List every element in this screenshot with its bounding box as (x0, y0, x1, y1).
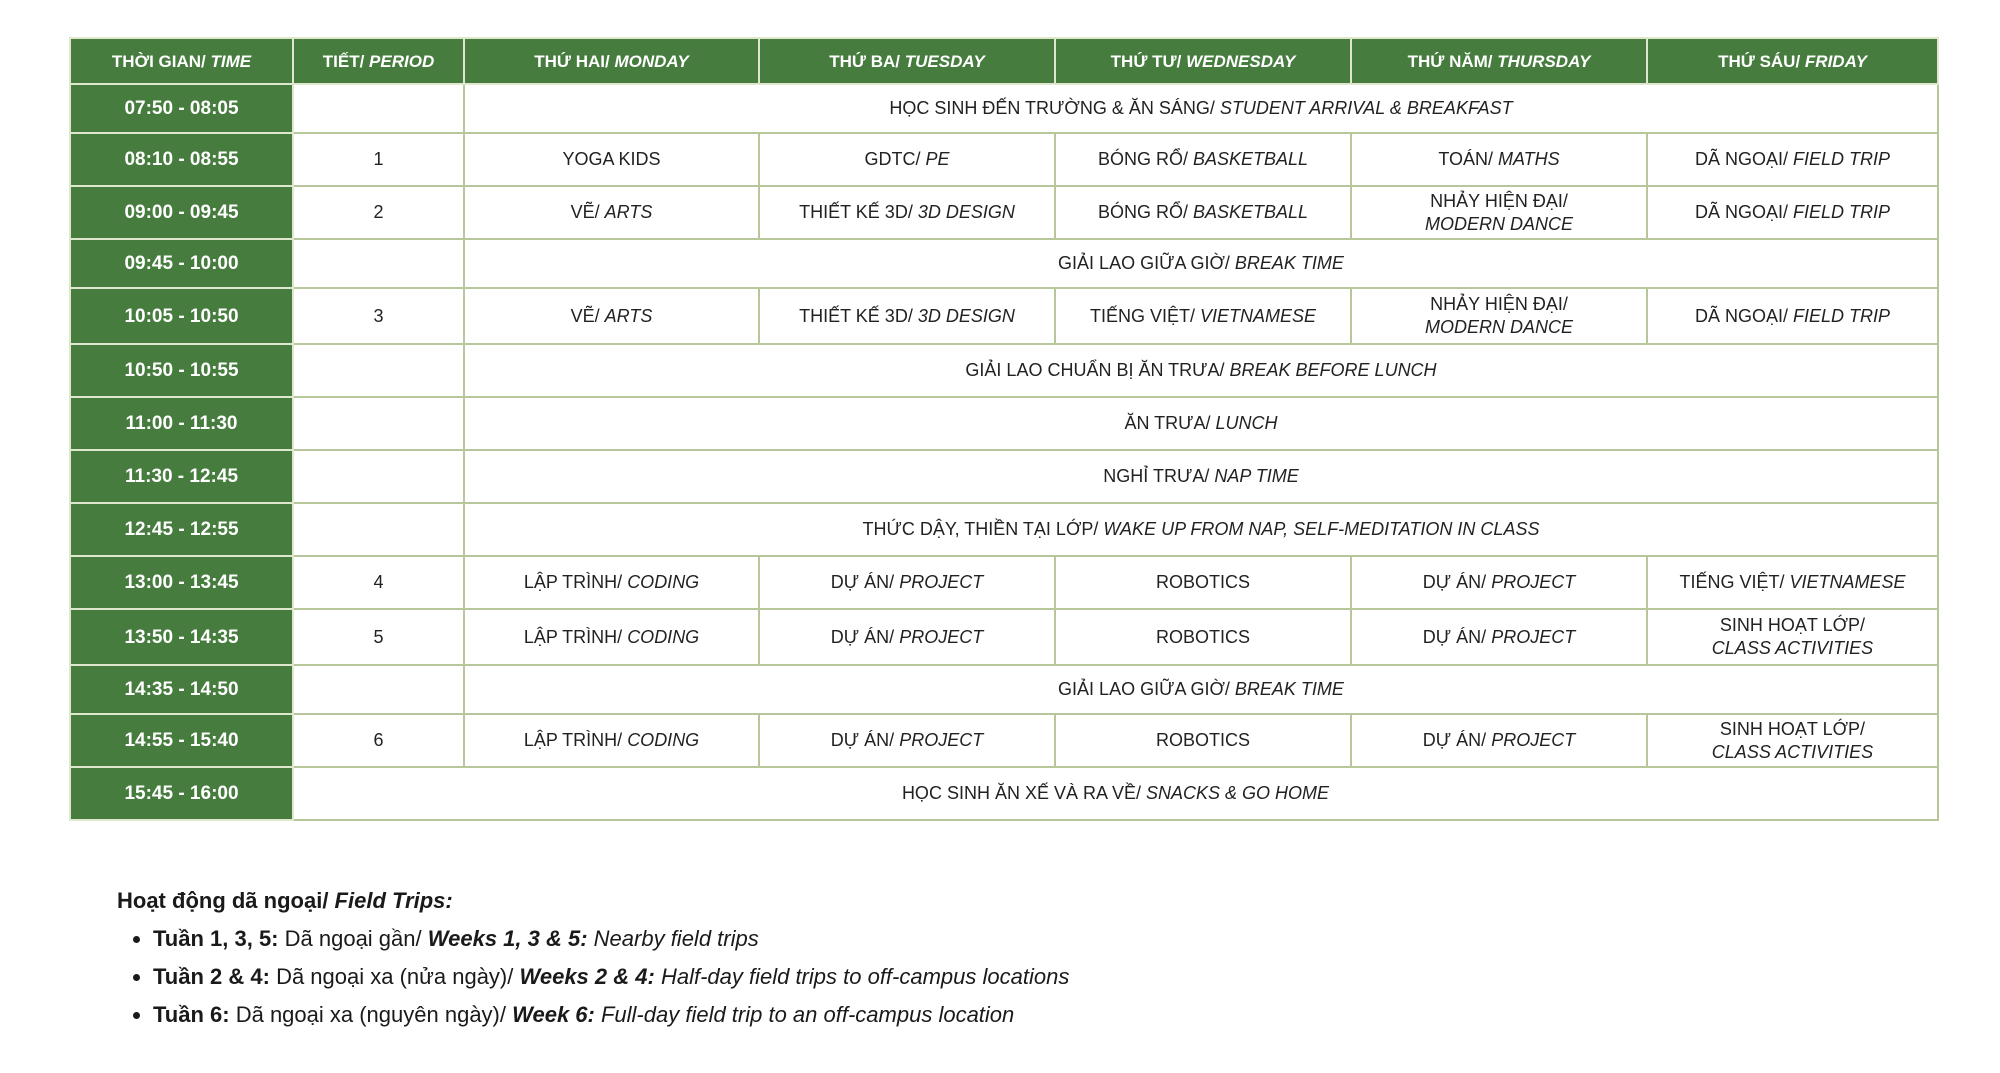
tuesday-cell: DỰ ÁN/ PROJECT (759, 609, 1055, 665)
wednesday-cell: ROBOTICS (1055, 609, 1351, 665)
thursday-cell: NHẢY HIỆN ĐẠI/ MODERN DANCE (1351, 186, 1647, 239)
friday-cell: DÃ NGOẠI/ FIELD TRIP (1647, 288, 1938, 344)
period-cell: 6 (293, 714, 464, 767)
time-cell: 10:50 - 10:55 (70, 344, 293, 397)
header-tuesday: THỨ BA/ TUESDAY (759, 38, 1055, 84)
time-cell: 08:10 - 08:55 (70, 133, 293, 186)
monday-cell: LẬP TRÌNH/ CODING (464, 609, 759, 665)
list-item: • Tuần 6: Dã ngoại xa (nguyên ngày)/ Week 6: Full-day field trip to an off-campus location (153, 996, 1069, 1034)
table-row (70, 239, 1938, 288)
header-time: THỜI GIAN/ TIME (70, 38, 293, 84)
notes-list (117, 920, 1069, 1034)
header-row (70, 38, 1938, 84)
period-cell: 5 (293, 609, 464, 665)
time-cell: 15:45 - 16:00 (70, 767, 293, 820)
monday-cell: YOGA KIDS (464, 133, 759, 186)
tuesday-cell: THIẾT KẾ 3D/ 3D DESIGN (759, 186, 1055, 239)
table-row (70, 186, 1938, 239)
wednesday-cell: BÓNG RỔ/ BASKETBALL (1055, 133, 1351, 186)
period-cell: 4 (293, 556, 464, 609)
header-thursday: THỨ NĂM/ THURSDAY (1351, 38, 1647, 84)
period-cell: 1 (293, 133, 464, 186)
thursday-cell: DỰ ÁN/ PROJECT (1351, 556, 1647, 609)
monday-cell: VẼ/ ARTS (464, 288, 759, 344)
time-cell: 14:35 - 14:50 (70, 665, 293, 714)
list-item: • Tuần 1, 3, 5: Dã ngoại gần/ Weeks 1, 3 & 5: Nearby field trips (153, 920, 1069, 958)
monday-cell: VẼ/ ARTS (464, 186, 759, 239)
time-cell: 11:30 - 12:45 (70, 450, 293, 503)
table-row (70, 288, 1938, 344)
table-row (70, 767, 1938, 820)
header-friday: THỨ SÁU/ FRIDAY (1647, 38, 1938, 84)
period-cell (293, 450, 464, 503)
time-cell: 11:00 - 11:30 (70, 397, 293, 450)
friday-cell: TIẾNG VIỆT/ VIETNAMESE (1647, 556, 1938, 609)
list-item: • Tuần 2 & 4: Dã ngoại xa (nửa ngày)/ Weeks 2 & 4: Half-day field trips to off-campus locations (153, 958, 1069, 996)
thursday-cell: TOÁN/ MATHS (1351, 133, 1647, 186)
time-cell: 09:45 - 10:00 (70, 239, 293, 288)
time-cell: 13:50 - 14:35 (70, 609, 293, 665)
thursday-cell: NHẢY HIỆN ĐẠI/ MODERN DANCE (1351, 288, 1647, 344)
wednesday-cell: ROBOTICS (1055, 556, 1351, 609)
monday-cell: LẬP TRÌNH/ CODING (464, 714, 759, 767)
table-row (70, 397, 1938, 450)
tuesday-cell: GDTC/ PE (759, 133, 1055, 186)
period-cell (293, 84, 464, 133)
period-cell (293, 239, 464, 288)
field-trip-notes (117, 882, 1069, 1034)
span-cell: GIẢI LAO CHUẨN BỊ ĂN TRƯA/ BREAK BEFORE LUNCH (464, 344, 1938, 397)
period-cell (293, 344, 464, 397)
table-row (70, 714, 1938, 767)
span-cell: ĂN TRƯA/ LUNCH (464, 397, 1938, 450)
header-monday: THỨ HAI/ MONDAY (464, 38, 759, 84)
header-wednesday: THỨ TƯ/ WEDNESDAY (1055, 38, 1351, 84)
friday-cell: SINH HOẠT LỚP/ CLASS ACTIVITIES (1647, 714, 1938, 767)
header-period: TIẾT/ PERIOD (293, 38, 464, 84)
table-row (70, 450, 1938, 503)
span-cell: GIẢI LAO GIỮA GIỜ/ BREAK TIME (464, 665, 1938, 714)
table-row (70, 133, 1938, 186)
monday-cell: LẬP TRÌNH/ CODING (464, 556, 759, 609)
wednesday-cell: ROBOTICS (1055, 714, 1351, 767)
friday-cell: DÃ NGOẠI/ FIELD TRIP (1647, 186, 1938, 239)
table-row (70, 503, 1938, 556)
wednesday-cell: TIẾNG VIỆT/ VIETNAMESE (1055, 288, 1351, 344)
time-cell: 10:05 - 10:50 (70, 288, 293, 344)
span-cell: HỌC SINH ĐẾN TRƯỜNG & ĂN SÁNG/ STUDENT ARRIVAL & BREAKFAST (464, 84, 1938, 133)
tuesday-cell: DỰ ÁN/ PROJECT (759, 556, 1055, 609)
span-cell: HỌC SINH ĂN XẾ VÀ RA VỀ/ SNACKS & GO HOME (293, 767, 1938, 820)
table-row (70, 609, 1938, 665)
timetable (69, 37, 1939, 821)
friday-cell: SINH HOẠT LỚP/ CLASS ACTIVITIES (1647, 609, 1938, 665)
time-cell: 07:50 - 08:05 (70, 84, 293, 133)
tuesday-cell: DỰ ÁN/ PROJECT (759, 714, 1055, 767)
table-row (70, 556, 1938, 609)
time-cell: 14:55 - 15:40 (70, 714, 293, 767)
thursday-cell: DỰ ÁN/ PROJECT (1351, 609, 1647, 665)
time-cell: 12:45 - 12:55 (70, 503, 293, 556)
period-cell (293, 503, 464, 556)
wednesday-cell: BÓNG RỔ/ BASKETBALL (1055, 186, 1351, 239)
table-row (70, 344, 1938, 397)
period-cell: 2 (293, 186, 464, 239)
tuesday-cell: THIẾT KẾ 3D/ 3D DESIGN (759, 288, 1055, 344)
table-row (70, 665, 1938, 714)
span-cell: GIẢI LAO GIỮA GIỜ/ BREAK TIME (464, 239, 1938, 288)
friday-cell: DÃ NGOẠI/ FIELD TRIP (1647, 133, 1938, 186)
table-row (70, 84, 1938, 133)
period-cell (293, 665, 464, 714)
period-cell: 3 (293, 288, 464, 344)
span-cell: THỨC DẬY, THIỀN TẠI LỚP/ WAKE UP FROM NAP, SELF-MEDITATION IN CLASS (464, 503, 1938, 556)
span-cell: NGHỈ TRƯA/ NAP TIME (464, 450, 1938, 503)
notes-heading: Hoạt động dã ngoại/ Field Trips: (117, 888, 453, 913)
time-cell: 13:00 - 13:45 (70, 556, 293, 609)
period-cell (293, 397, 464, 450)
thursday-cell: DỰ ÁN/ PROJECT (1351, 714, 1647, 767)
time-cell: 09:00 - 09:45 (70, 186, 293, 239)
